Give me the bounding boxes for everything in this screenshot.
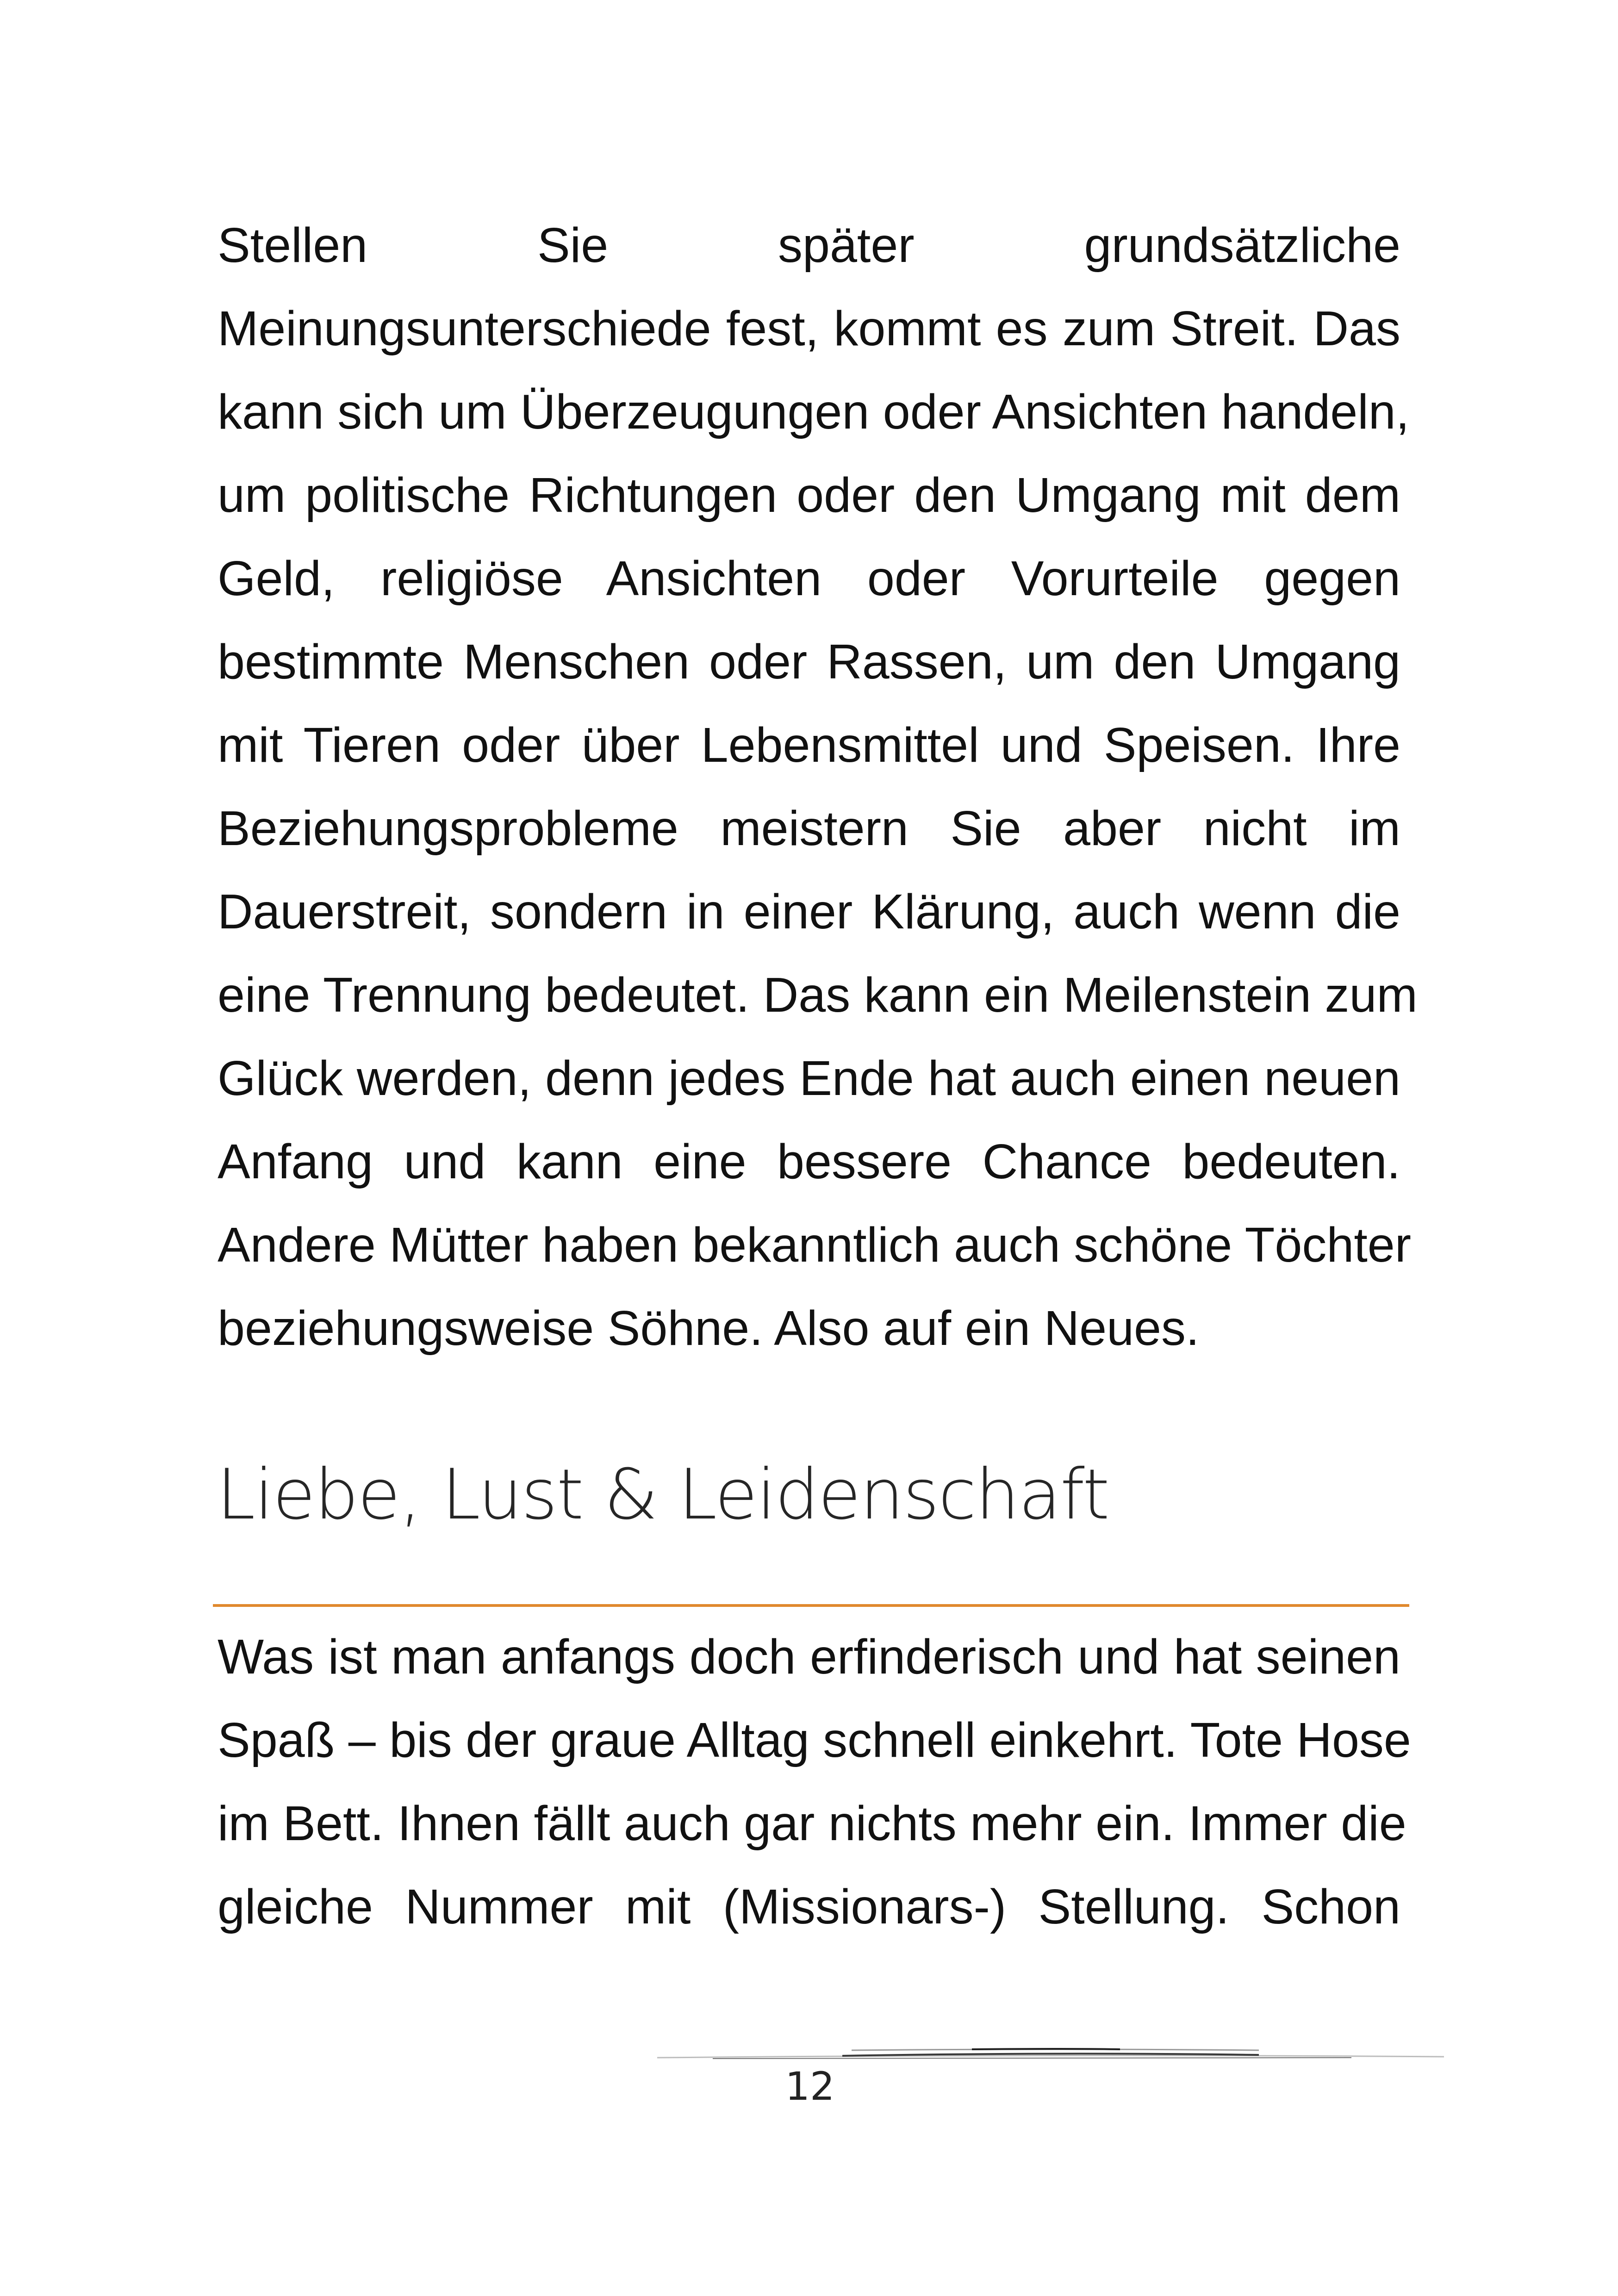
paragraph-2 (218, 1615, 1411, 1948)
text-line: um politische Richtungen oder den Umgang mit dem (218, 468, 1400, 523)
text-line: Glück werden, denn jedes Ende hat auch einen neuen (218, 1051, 1400, 1106)
text-line: kann sich um Überzeugungen oder Ansichten handeln, (218, 385, 1410, 439)
text-line: eine Trennung bedeutet. Das kann ein Meilenstein zum (218, 968, 1418, 1022)
text-line: Beziehungsprobleme meistern Sie aber nicht im (218, 801, 1400, 856)
text-line: beziehungsweise Söhne. Also auf ein Neues. (218, 1301, 1200, 1356)
text-line: im Bett. Ihnen fällt auch gar nichts mehr ein. Immer die (218, 1796, 1406, 1851)
page-number: 12 (785, 2064, 835, 2109)
text-line: Stellen Sie später grundsätzliche (218, 218, 1400, 273)
text-line: Meinungsunterschiede fest, kommt es zum Streit. Das (218, 301, 1400, 356)
text-line: Was ist man anfangs doch erfinderisch und hat seinen (218, 1630, 1400, 1684)
text-line: Anfang und kann eine bessere Chance bedeuten. (218, 1134, 1400, 1189)
text-line: gleiche Nummer mit (Missionars-) Stellung. Schon (218, 1879, 1400, 1934)
text-line: Andere Mütter haben bekanntlich auch schöne Töchter (218, 1218, 1412, 1272)
text-line: Spaß – bis der graue Alltag schnell einkehrt. Tote Hose (218, 1713, 1411, 1767)
text-line: mit Tieren oder über Lebensmittel und Speisen. Ihre (218, 718, 1400, 772)
paragraph-1 (218, 204, 1418, 1370)
text-line: Dauerstreit, sondern in einer Klärung, auch wenn die (218, 884, 1400, 939)
section-heading: Liebe, Lust & Leidenschaft (217, 1455, 1109, 1535)
footer-brush-line (657, 2047, 1444, 2062)
heading-underline (213, 1604, 1409, 1607)
text-line: bestimmte Menschen oder Rassen, um den Umgang (218, 635, 1400, 689)
text-line: Geld, religiöse Ansichten oder Vorurteile gegen (218, 551, 1400, 606)
